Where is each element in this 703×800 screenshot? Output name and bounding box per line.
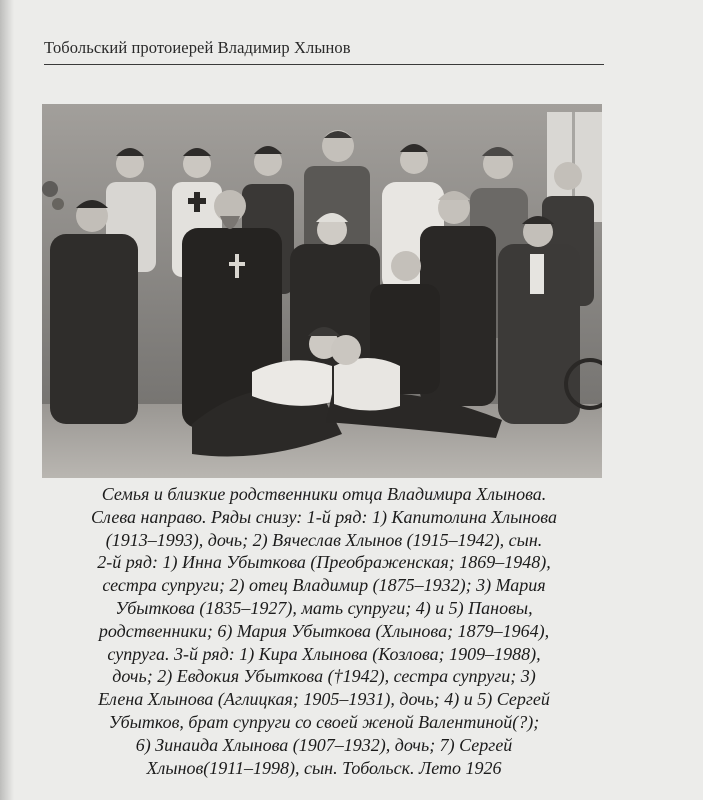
caption-line: Убыткова (1835–1927), мать супруги; 4) и 5) Пановы,	[115, 597, 533, 618]
caption-line: Хлынов(1911–1998), сын. Тобольск. Лето 1926	[146, 757, 502, 778]
caption-line: Семья и близкие родственники отца Владимира Хлынова.	[101, 484, 547, 504]
caption-line: Елена Хлынова (Аглицкая; 1905–1931), дочь; 4) и 5) Сергей	[98, 689, 550, 710]
family-group-photo	[42, 104, 602, 478]
caption-line: родственники; 6) Мария Убыткова (Хлынова; 1879–1964),	[98, 620, 550, 641]
header-rule	[44, 64, 604, 65]
photo-caption	[40, 483, 608, 779]
caption-line: дочь; 2) Евдокия Убыткова (†1942), сестра супруги; 3)	[112, 666, 536, 687]
page-gutter-shadow	[0, 0, 14, 800]
caption-line: (1913–1993), дочь; 2) Вячеслав Хлынов (1915–1942), сын.	[105, 529, 543, 550]
caption-line: супруга. 3-й ряд: 1) Кира Хлынова (Козлова; 1909–1988),	[107, 643, 541, 664]
caption-line: сестра супруги; 2) отец Владимир (1875–1932); 3) Мария	[102, 575, 546, 596]
caption-line: Слева направо. Ряды снизу: 1-й ряд: 1) Капитолина Хлынова	[91, 506, 557, 527]
caption-line: 6) Зинаида Хлынова (1907–1932), дочь; 7) Сергей	[135, 734, 513, 755]
running-header-title: Тобольский протоиерей Владимир Хлынов	[44, 38, 351, 57]
caption-line: 2-й ряд: 1) Инна Убыткова (Преображенская; 1869–1948),	[97, 552, 551, 573]
caption-line: Убытков, брат супруги со своей женой Валентиной(?);	[108, 711, 540, 732]
